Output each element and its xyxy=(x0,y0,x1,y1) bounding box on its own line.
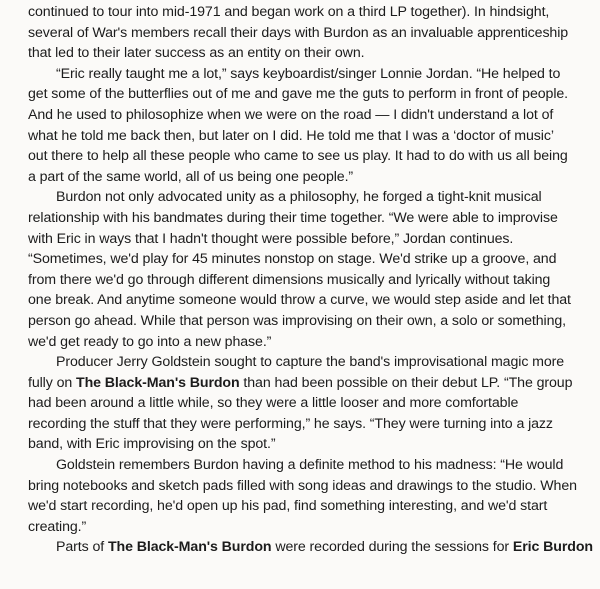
text-line xyxy=(28,455,590,476)
paragraph xyxy=(28,187,590,352)
text-segment: And he used to philosophize when we were on the road — I didn't understand a lot of xyxy=(28,106,554,123)
text-line xyxy=(28,64,590,85)
text-line xyxy=(28,332,590,353)
text-segment: bring notebooks and sketch pads filled with song ideas and drawings to the studio. When xyxy=(28,477,577,494)
text-line xyxy=(28,105,590,126)
text-segment: band, with Eric improvising on the spot.” xyxy=(28,436,276,453)
text-line xyxy=(28,208,590,229)
text-segment: had been around a little while, so they were a little looser and more comfortable xyxy=(28,395,519,412)
text-line xyxy=(28,476,590,497)
text-segment: with Eric in ways that I hadn't thought were possible before,” Jordan continues. xyxy=(28,230,514,247)
text-line xyxy=(28,43,590,64)
text-line xyxy=(28,537,593,558)
text-segment: out there to help all these people who came to see us play. It had to do with us all being xyxy=(28,148,568,165)
text-line xyxy=(28,23,590,44)
text-segment: continued to tour into mid-1971 and began work on a third LP together). In hindsight, xyxy=(28,4,550,20)
paragraph xyxy=(28,2,590,64)
text-segment: we'd get ready to go into a new phase.” xyxy=(28,333,272,350)
paragraph xyxy=(28,537,593,558)
text-segment: “Sometimes, we'd play for 45 minutes nonstop on stage. We'd strike up a groove, and xyxy=(28,251,557,268)
paragraph xyxy=(28,352,590,455)
text-line xyxy=(28,517,590,538)
text-segment: than had been possible on their debut LP. “The group xyxy=(239,374,573,391)
text-line xyxy=(28,434,590,455)
text-segment: we'd start recording, he'd open up his pad, find something interesting, and we'd start xyxy=(28,498,548,515)
text-segment: person go ahead. While that person was improvising on their own, a solo or something, xyxy=(28,312,567,329)
text-line xyxy=(28,146,590,167)
text-segment: Producer Jerry Goldstein sought to capture the band's improvisational magic more xyxy=(56,354,565,371)
text-segment: “Eric really taught me a lot,” says keyboardist/singer Lonnie Jordan. “He helped to xyxy=(56,65,561,82)
text-line xyxy=(28,290,590,311)
text-segment: Burdon not only advocated unity as a philosophy, he forged a tight-knit musical xyxy=(56,189,542,206)
album-title: Eric Burdon xyxy=(512,539,593,556)
text-line xyxy=(28,249,590,270)
text-line xyxy=(28,229,590,250)
text-segment: Goldstein remembers Burdon having a definite method to his madness: “He would xyxy=(56,457,564,474)
paragraph xyxy=(28,455,590,537)
text-segment: relationship with his bandmates during their time together. “We were able to improvise xyxy=(28,209,558,226)
text-line xyxy=(28,187,590,208)
text-segment: Parts of xyxy=(56,539,108,556)
text-line xyxy=(28,393,590,414)
album-title: The Black-Man's Burdon xyxy=(76,374,240,391)
text-line xyxy=(28,373,590,394)
text-segment: what he told me back then, but later on I did. He told me that I was a ‘doctor of music’ xyxy=(28,127,554,144)
text-line xyxy=(28,270,590,291)
text-line xyxy=(28,126,590,147)
text-segment: several of War's members recall their days with Burdon as an invaluable apprenticeship xyxy=(28,24,569,41)
text-line xyxy=(28,311,590,332)
text-segment: fully on xyxy=(28,374,76,391)
text-segment: a part of the same world, all of us being one people.” xyxy=(28,168,354,185)
text-line xyxy=(28,352,590,373)
text-line xyxy=(28,84,590,105)
text-segment: were recorded during the sessions for xyxy=(271,539,513,556)
text-segment: one break. And anytime someone would throw a curve, we would step aside and let that xyxy=(28,292,571,309)
album-title: The Black-Man's Burdon xyxy=(107,539,272,556)
text-segment: creating.” xyxy=(28,518,87,535)
text-segment: from there we'd go through different dimensions musically and lyrically without taking xyxy=(28,271,551,288)
text-line xyxy=(28,414,590,435)
text-line xyxy=(28,2,590,23)
text-segment: get some of the butterflies out of me and gave me the guts to perform in front of people. xyxy=(28,86,569,103)
text-line xyxy=(28,167,590,188)
text-segment: recording the stuff that they were performing,” he says. “They were turning into a jazz xyxy=(28,415,553,432)
text-line xyxy=(28,496,590,517)
text-segment: that led to their later success as an entity on their own. xyxy=(28,45,365,62)
paragraph xyxy=(28,64,590,188)
